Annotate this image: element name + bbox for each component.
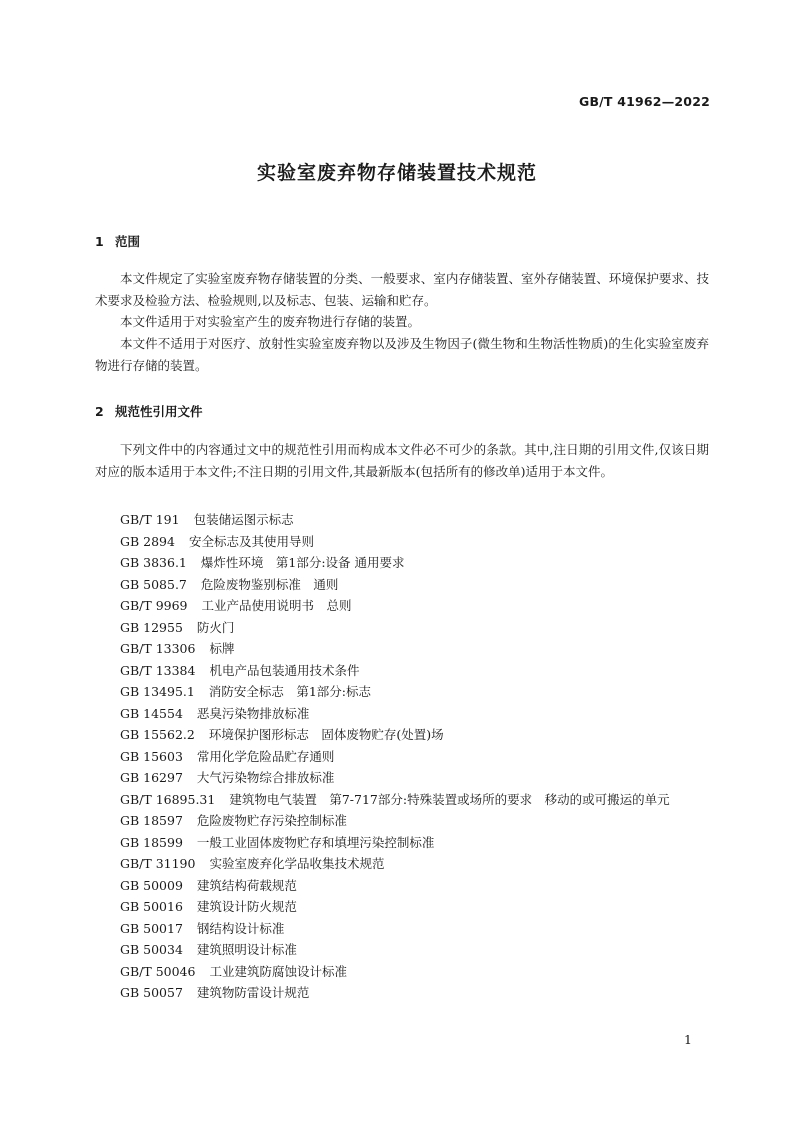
reference-code: GB 18597 bbox=[120, 813, 183, 828]
reference-title: 一般工业固体废物贮存和填埋污染控制标准 bbox=[196, 834, 435, 850]
reference-title: 工业产品使用说明书 总则 bbox=[201, 598, 352, 613]
reference-code: GB 50009 bbox=[120, 877, 183, 893]
reference-item bbox=[95, 853, 709, 875]
reference-title: 工业建筑防腐蚀设计标准 bbox=[209, 963, 347, 979]
reference-title: 机电产品包装通用技术条件 bbox=[209, 662, 360, 678]
reference-code: GB/T 191 bbox=[120, 512, 180, 527]
document-title: 实验室废弃物存储装置技术规范 bbox=[256, 162, 537, 184]
reference-title: 建筑照明设计标准 bbox=[196, 942, 297, 957]
reference-item bbox=[95, 531, 709, 553]
reference-title: 建筑设计防火规范 bbox=[196, 899, 297, 914]
reference-item bbox=[95, 789, 709, 811]
reference-title: 爆炸性环境 第1部分:设备 通用要求 bbox=[200, 555, 405, 570]
scope-paragraph: 本文件不适用于对医疗、放射性实验室废弃物以及涉及生物因子(微生物和生物活性物质)的生化实验室废弃物进行存储的装置。 bbox=[95, 336, 709, 373]
reference-item bbox=[95, 875, 709, 897]
reference-title: 消防安全标志 第1部分:标志 bbox=[208, 684, 372, 699]
scope-paragraph: 本文件规定了实验室废弃物存储装置的分类、一般要求、室内存储装置、室外存储装置、环境保护要求、技术要求及检验方法、检验规则,以及标志、包装、运输和贮存。 bbox=[95, 271, 709, 308]
reference-item bbox=[95, 703, 709, 725]
reference-code: GB 3836.1 bbox=[120, 555, 187, 570]
reference-code: GB 14554 bbox=[120, 705, 183, 721]
reference-item bbox=[95, 832, 709, 854]
reference-title: 危险废物鉴别标准 通则 bbox=[200, 576, 339, 592]
reference-item bbox=[95, 617, 709, 639]
reference-title: 大气污染物综合排放标准 bbox=[196, 770, 335, 785]
reference-code: GB 2894 bbox=[120, 533, 175, 549]
reference-title: 建筑物防雷设计规范 bbox=[196, 985, 310, 1000]
reference-item bbox=[95, 918, 709, 940]
reference-code: GB 15562.2 bbox=[120, 727, 195, 742]
reference-code: GB/T 50046 bbox=[120, 963, 196, 979]
reference-title: 安全标志及其使用导则 bbox=[188, 533, 314, 549]
normative-references-intro: 下列文件中的内容通过文中的规范性引用而构成本文件必不可少的条款。其中,注日期的引用文件,仅该日期对应的版本适用于本文件;不注日期的引用文件,其最新版本(包括所有的修改单)适用于本文件。 bbox=[95, 442, 709, 479]
reference-list bbox=[95, 509, 709, 1004]
reference-title: 危险废物贮存污染控制标准 bbox=[196, 813, 347, 828]
scope-paragraph: 本文件适用于对实验室产生的废弃物进行存储的装置。 bbox=[120, 314, 421, 329]
reference-code: GB 18599 bbox=[120, 834, 183, 850]
reference-code: GB 50016 bbox=[120, 899, 183, 914]
section-title: 范围 bbox=[115, 234, 141, 249]
reference-title: 防火门 bbox=[196, 619, 235, 635]
page-number: 1 bbox=[684, 1032, 692, 1047]
reference-code: GB 5085.7 bbox=[120, 576, 187, 592]
reference-code: GB 16297 bbox=[120, 770, 183, 785]
standard-code: GB/T 41962—2022 bbox=[578, 94, 710, 109]
reference-item bbox=[95, 574, 709, 596]
reference-code: GB 15603 bbox=[120, 748, 183, 764]
section-2-heading bbox=[95, 402, 203, 420]
reference-title: 环境保护图形标志 固体废物贮存(处置)场 bbox=[208, 727, 444, 742]
reference-code: GB 13495.1 bbox=[120, 684, 195, 699]
section-number: 2 bbox=[95, 404, 104, 419]
reference-item bbox=[95, 681, 709, 703]
reference-title: 建筑物电气装置 第7-717部分:特殊装置或场所的要求 移动的或可搬运的单元 bbox=[229, 791, 670, 807]
reference-item bbox=[95, 595, 709, 617]
reference-code: GB/T 16895.31 bbox=[120, 791, 216, 807]
reference-item bbox=[95, 552, 709, 574]
reference-code: GB/T 13306 bbox=[120, 641, 196, 656]
reference-item bbox=[95, 660, 709, 682]
reference-item bbox=[95, 767, 709, 789]
reference-item bbox=[95, 746, 709, 768]
reference-code: GB 50034 bbox=[120, 942, 183, 957]
reference-item bbox=[95, 982, 709, 1004]
section-number: 1 bbox=[95, 234, 104, 249]
reference-item bbox=[95, 509, 709, 531]
reference-code: GB/T 9969 bbox=[120, 598, 188, 613]
reference-code: GB 50017 bbox=[120, 920, 183, 936]
reference-item bbox=[95, 896, 709, 918]
reference-title: 恶臭污染物排放标准 bbox=[196, 705, 310, 721]
reference-item bbox=[95, 810, 709, 832]
section-1-heading bbox=[95, 232, 140, 250]
reference-title: 包装储运图示标志 bbox=[193, 512, 294, 527]
reference-title: 实验室废弃化学品收集技术规范 bbox=[209, 856, 385, 871]
reference-title: 建筑结构荷载规范 bbox=[196, 877, 297, 893]
reference-title: 常用化学危险品贮存通则 bbox=[196, 748, 335, 764]
reference-title: 标牌 bbox=[209, 641, 235, 656]
reference-code: GB 12955 bbox=[120, 619, 183, 635]
reference-item bbox=[95, 724, 709, 746]
reference-code: GB/T 13384 bbox=[120, 662, 196, 678]
reference-code: GB 50057 bbox=[120, 985, 183, 1000]
reference-title: 钢结构设计标准 bbox=[196, 920, 285, 936]
reference-code: GB/T 31190 bbox=[120, 856, 196, 871]
reference-item bbox=[95, 939, 709, 961]
section-title: 规范性引用文件 bbox=[115, 404, 203, 419]
reference-item bbox=[95, 961, 709, 983]
reference-item bbox=[95, 638, 709, 660]
